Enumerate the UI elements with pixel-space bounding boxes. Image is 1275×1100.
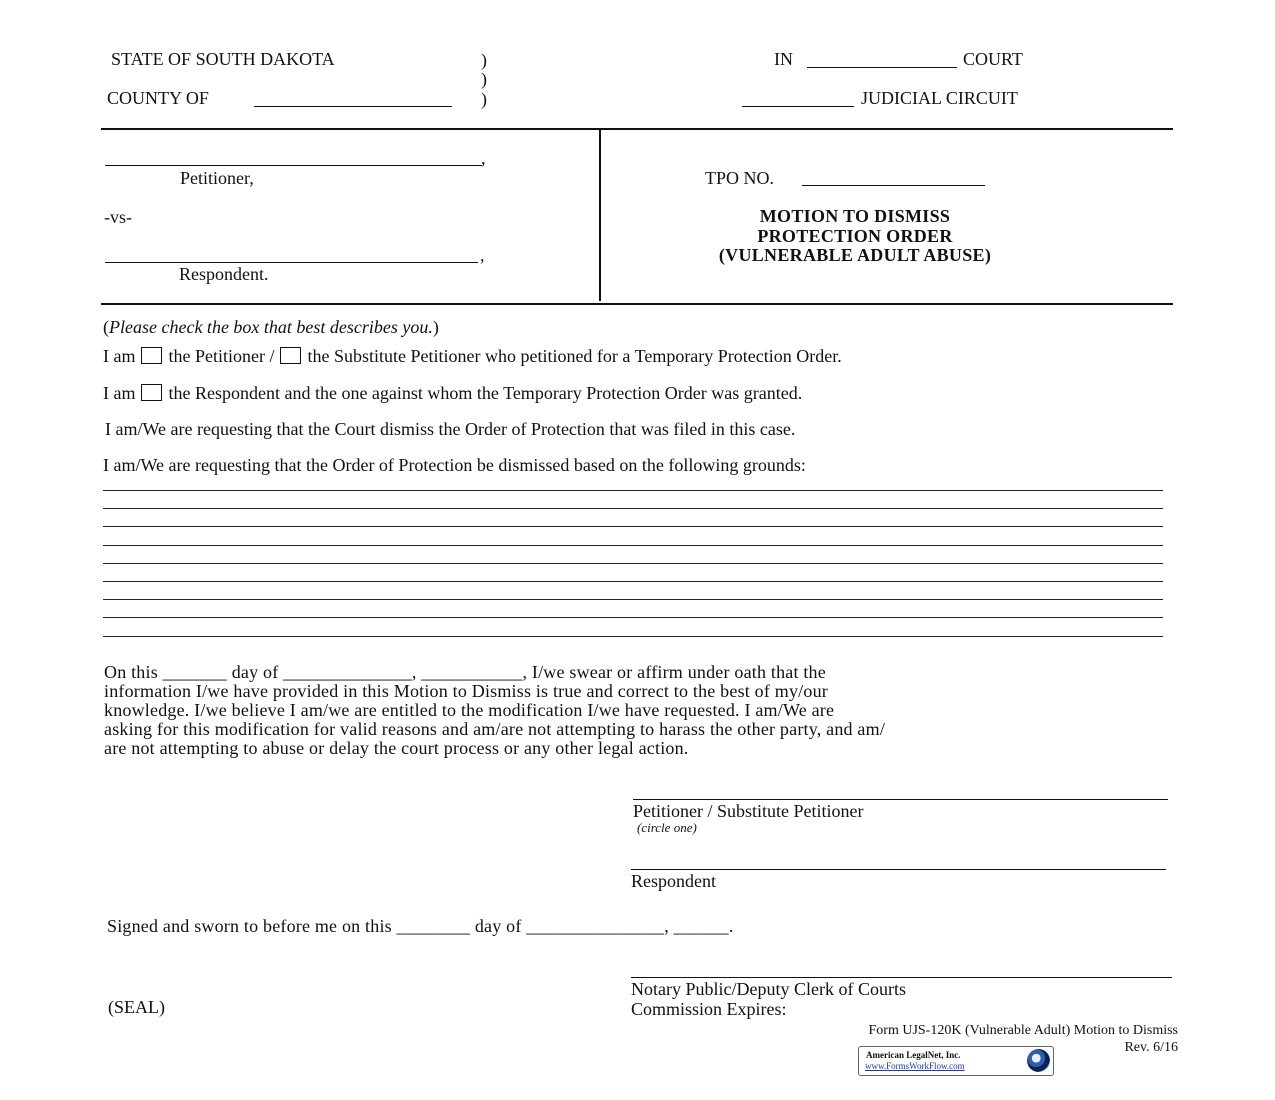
oath-paragraph: On this _______ day of ______________, ___________, I/we swear or affirm under oath that the information I/we have provided in this Motion to Dismiss is true and correct to the best of my/our knowledge. I/we believe I am/we are entitled to the modification I/we have requested. I am/We are asking for this modification for valid reasons and am/are not attempting to harass the other party, and am/ are not attempting to abuse or delay the court process or any other legal action. [104, 662, 886, 758]
respondent-signature-label: Respondent [631, 871, 716, 891]
seal-label: (SEAL) [108, 997, 165, 1017]
petitioner-signature-line[interactable] [633, 799, 1168, 800]
form-id: Form UJS-120K (Vulnerable Adult) Motion to Dismiss [868, 1023, 1178, 1038]
checkbox-petitioner[interactable] [141, 347, 162, 364]
caption-bottom-rule [101, 303, 1173, 305]
respondent-signature-line[interactable] [631, 869, 1166, 870]
respondent-name-blank[interactable] [105, 262, 478, 263]
checkbox-substitute-petitioner[interactable] [280, 347, 301, 364]
notary-label: Notary Public/Deputy Clerk of Courts [631, 979, 906, 999]
respondent-comma: , [480, 245, 485, 265]
grounds-line[interactable] [103, 636, 1163, 637]
court-suffix: COURT [963, 49, 1023, 69]
county-blank[interactable] [254, 106, 452, 107]
court-prefix: IN [774, 49, 793, 69]
state-name: STATE OF SOUTH DAKOTA [111, 49, 335, 69]
american-legalnet-logo[interactable] [858, 1046, 1054, 1076]
respondent-label: Respondent. [179, 264, 269, 284]
petitioner-signature-label: Petitioner / Substitute Petitioner [633, 801, 864, 821]
court-blank[interactable] [807, 67, 957, 68]
circuit-blank[interactable] [742, 106, 854, 107]
petitioner-option-row: I am the Petitioner / the Substitute Petitioner who petitioned for a Temporary Protection Order. [103, 346, 842, 366]
doc-title-line3: (VULNERABLE ADULT ABUSE) [718, 245, 992, 265]
grounds-line[interactable] [103, 490, 1163, 491]
caption-divider [599, 130, 601, 301]
paren-2: ) [481, 69, 487, 89]
grounds-line[interactable] [103, 563, 1163, 564]
request-dismiss-text: I am/We are requesting that the Court dismiss the Order of Protection that was filed in this case. [105, 419, 796, 439]
caption-top-rule [101, 128, 1173, 130]
instruction: (Please check the box that best describes you.) [103, 317, 439, 337]
doc-title-line1: MOTION TO DISMISS [759, 206, 951, 226]
county-label: COUNTY OF [107, 88, 209, 108]
circle-one-note: (circle one) [637, 820, 697, 835]
vs-label: -vs- [104, 207, 132, 227]
globe-icon [1027, 1049, 1050, 1072]
doc-title-line2: PROTECTION ORDER [757, 226, 953, 246]
grounds-line[interactable] [103, 581, 1163, 582]
sworn-statement: Signed and sworn to before me on this ________ day of _______________, ______. [107, 916, 734, 936]
grounds-line[interactable] [103, 508, 1163, 509]
petitioner-name-blank[interactable] [105, 165, 482, 166]
grounds-line[interactable] [103, 526, 1163, 527]
logo-url-link[interactable]: www.FormsWorkFlow.com [865, 1061, 965, 1071]
checkbox-respondent[interactable] [141, 384, 162, 401]
tpo-label: TPO NO. [705, 168, 775, 188]
petitioner-label: Petitioner, [180, 168, 254, 188]
logo-company: American LegalNet, Inc. [866, 1050, 961, 1060]
revision: Rev. 6/16 [1124, 1040, 1178, 1055]
notary-signature-line[interactable] [631, 977, 1172, 978]
grounds-intro: I am/We are requesting that the Order of Protection be dismissed based on the following grounds: [103, 455, 806, 475]
instruction-text: Please check the box that best describes you. [109, 317, 433, 337]
paren-3: ) [481, 89, 487, 109]
paren-1: ) [481, 50, 487, 70]
circuit-label: JUDICIAL CIRCUIT [861, 88, 1018, 108]
grounds-line[interactable] [103, 617, 1163, 618]
grounds-line[interactable] [103, 545, 1163, 546]
commission-expires-label: Commission Expires: [631, 999, 787, 1019]
tpo-blank[interactable] [802, 185, 985, 186]
respondent-option-row: I am the Respondent and the one against whom the Temporary Protection Order was granted. [103, 383, 803, 403]
grounds-line[interactable] [103, 599, 1163, 600]
petitioner-comma: , [481, 148, 486, 168]
